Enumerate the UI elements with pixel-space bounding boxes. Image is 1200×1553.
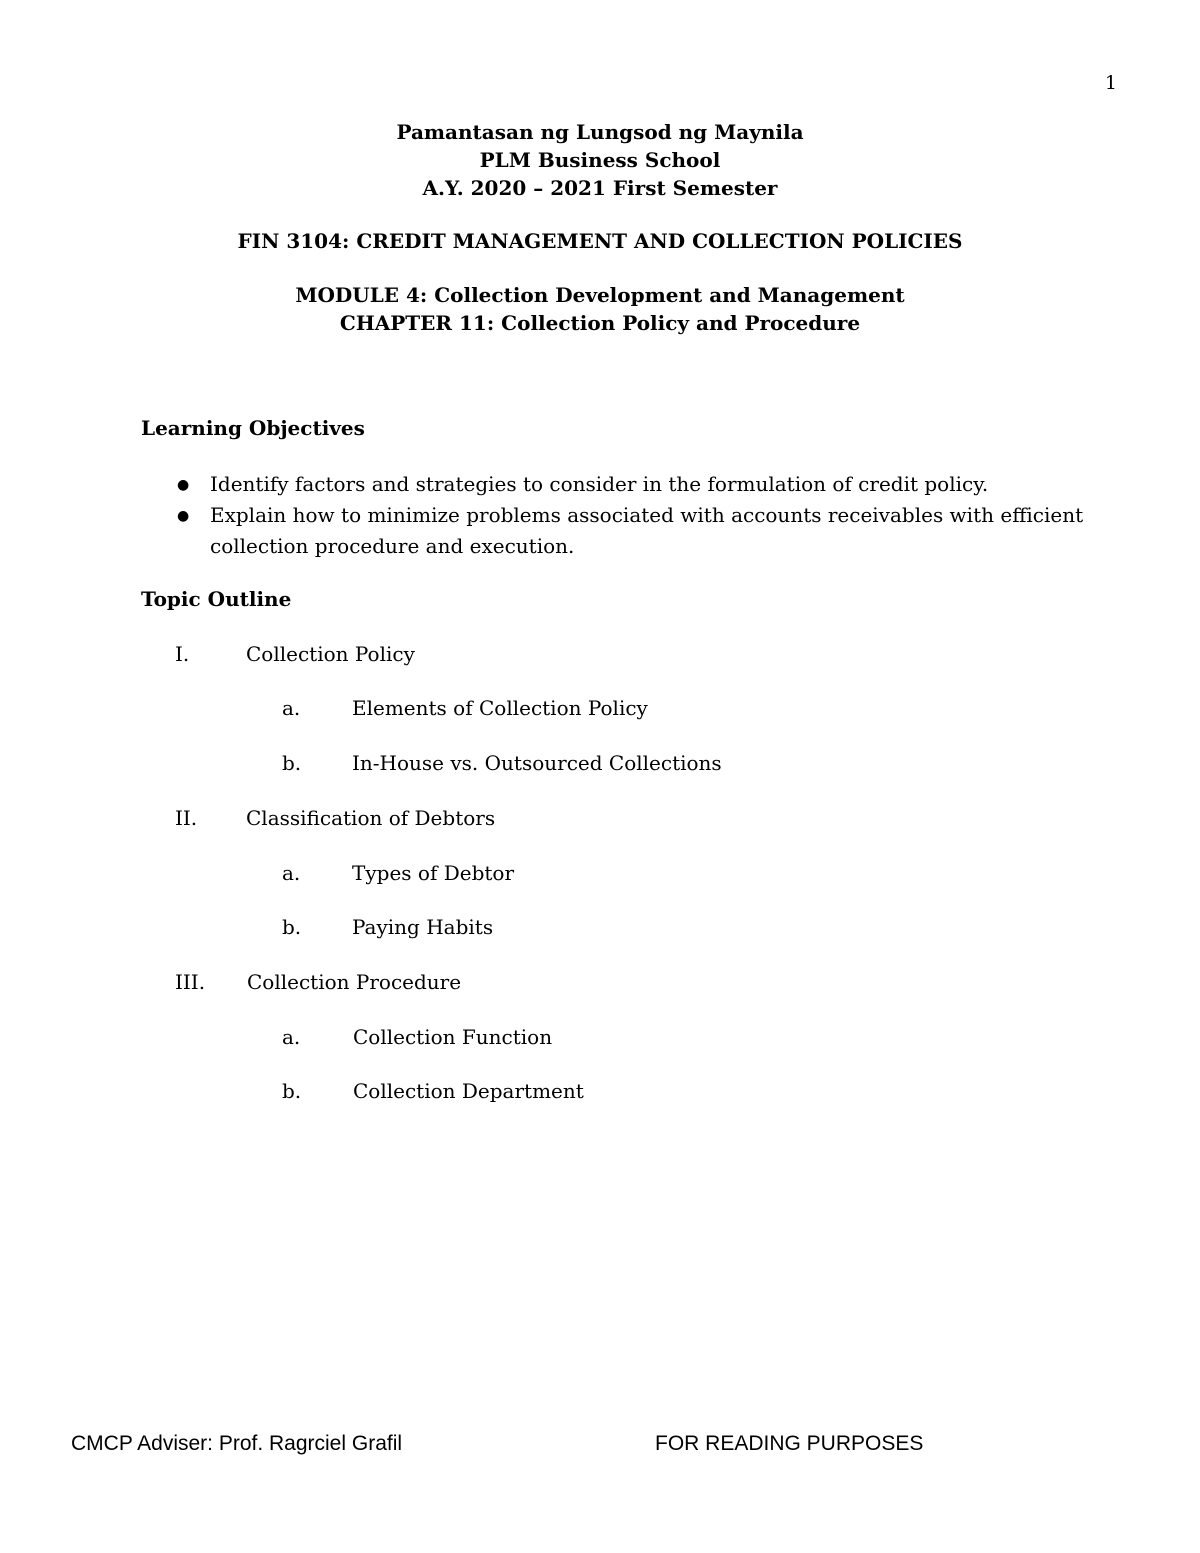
section-numeral: III.	[175, 970, 206, 994]
subtopic-title: Types of Debtor	[352, 861, 515, 885]
objective-text: Explain how to minimize problems associated with accounts receivables with efficient collection procedure and execution.	[210, 503, 1084, 558]
objective-text: Identify factors and strategies to consider in the formulation of credit policy.	[210, 472, 989, 496]
course-title: FIN 3104: CREDIT MANAGEMENT AND COLLECTION POLICIES	[237, 229, 963, 253]
topic-outline-heading: Topic Outline	[141, 587, 292, 611]
subtopic-letter: a.	[282, 1025, 301, 1049]
academic-year: A.Y. 2020 – 2021 First Semester	[422, 176, 778, 200]
bullet-icon: ●	[177, 508, 190, 524]
subtopic-title: Collection Department	[353, 1079, 584, 1103]
section-numeral: II.	[175, 806, 198, 830]
bullet-icon: ●	[177, 477, 190, 493]
subtopic-letter: b.	[282, 915, 302, 939]
university-name: Pamantasan ng Lungsod ng Maynila	[396, 120, 804, 144]
subtopic-letter: b.	[282, 751, 302, 775]
subtopic-letter: a.	[282, 861, 301, 885]
footer-adviser: CMCP Adviser: Prof. Ragrciel Grafil	[71, 1432, 403, 1455]
subtopic-title: Collection Function	[353, 1025, 553, 1049]
subtopic-title: Paying Habits	[352, 915, 494, 939]
section-numeral: I.	[175, 642, 190, 666]
learning-objectives-heading: Learning Objectives	[141, 416, 365, 440]
section-title: Collection Policy	[246, 642, 415, 666]
subtopic-letter: a.	[282, 696, 301, 720]
chapter-title: CHAPTER 11: Collection Policy and Procedure	[339, 311, 861, 335]
module-title: MODULE 4: Collection Development and Management	[295, 283, 905, 307]
subtopic-letter: b.	[282, 1079, 302, 1103]
school-name: PLM Business School	[479, 148, 721, 172]
subtopic-title: Elements of Collection Policy	[352, 696, 648, 720]
section-title: Collection Procedure	[247, 970, 462, 994]
subtopic-title: In-House vs. Outsourced Collections	[352, 751, 722, 775]
page-number: 1	[1104, 72, 1117, 94]
footer-notice: FOR READING PURPOSES	[655, 1432, 924, 1455]
section-title: Classification of Debtors	[246, 806, 496, 830]
